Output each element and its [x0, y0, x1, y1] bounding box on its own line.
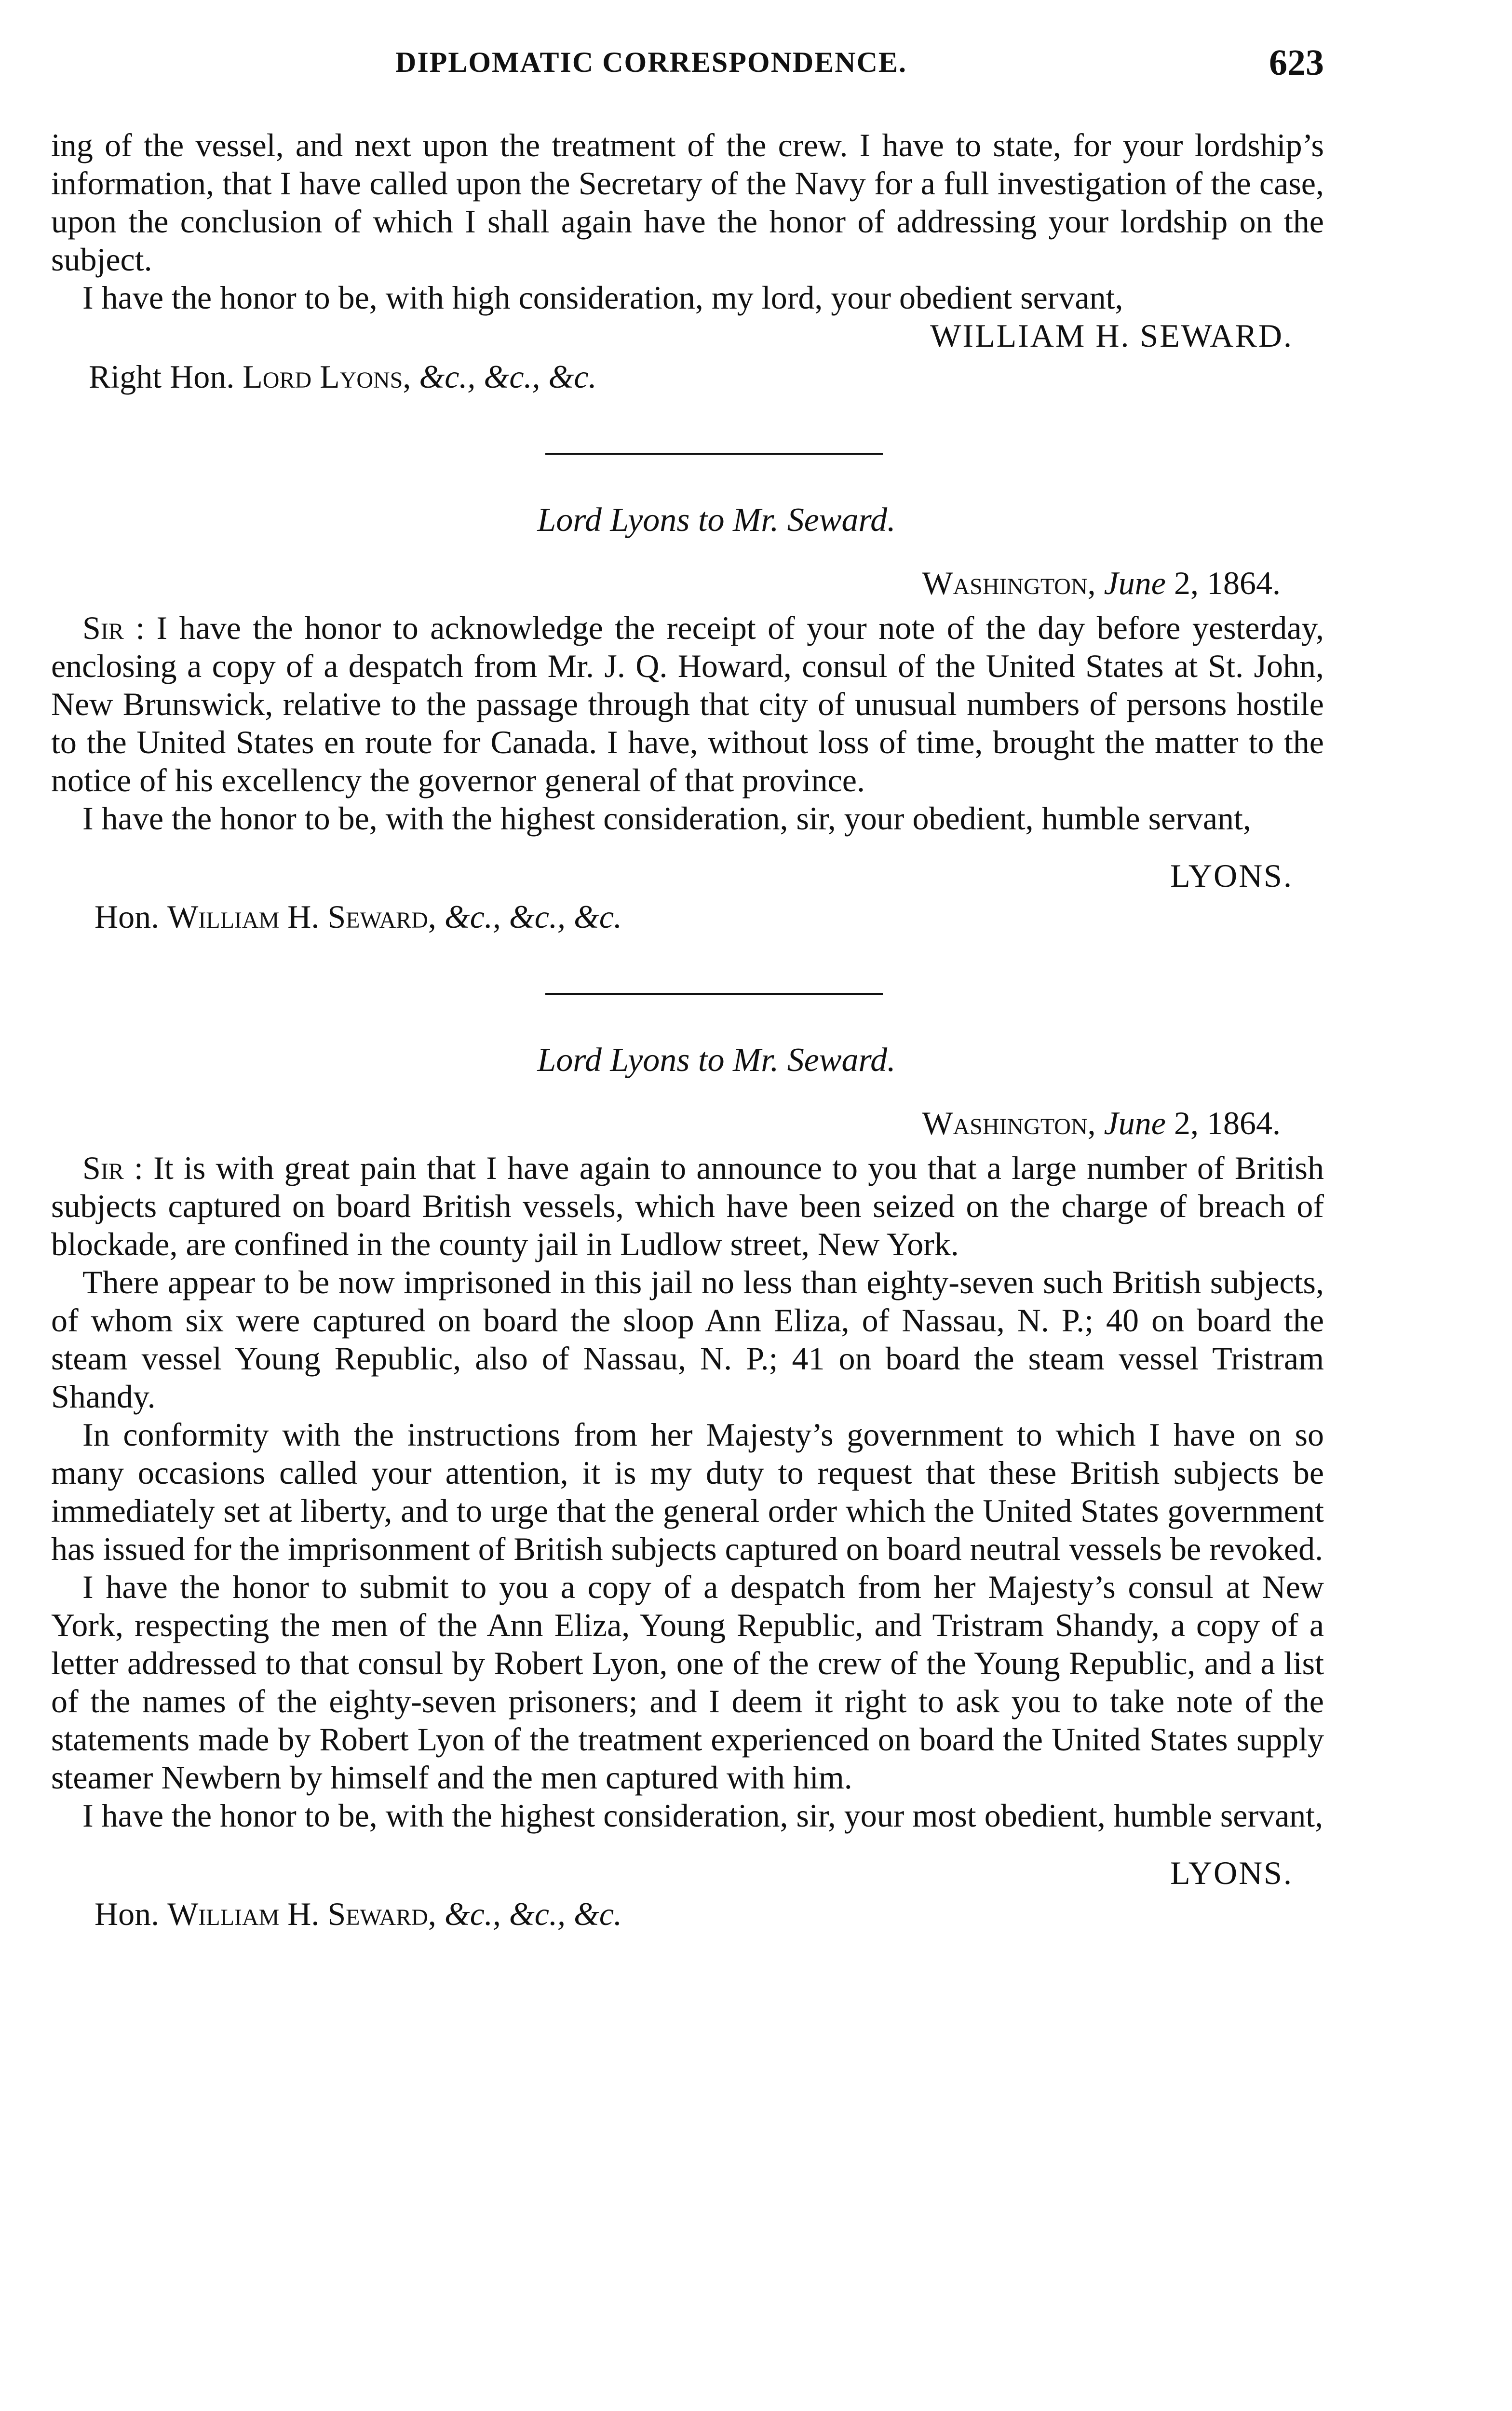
- page-number: 623: [1269, 42, 1324, 83]
- letter2-paragraph-1-text: : I have the honor to acknowledge the receipt of your note of the day before yesterday, enclosing a copy of a despatch from Mr. J. Q. Howard, consul of the United States at St. John, New Brunswick, relative to the passage through that city of unusual numbers of persons hostile to the United States en route for Canada. I have, without loss of time, brought the matter to the notice of his excellency the governor general of that province.: [51, 610, 1324, 799]
- page-body: [51, 126, 1324, 1933]
- letter3-paragraph-2: There appear to be now imprisoned in this jail no less than eighty-seven such British subjects, of whom six were captured on board the sloop Ann Eliza, of Nassau, N. P.; 40 on board the steam vessel Young Republic, also of Nassau, N. P.; 41 on board the steam vessel Tristram Shandy.: [51, 1264, 1324, 1415]
- addressee-name: William H. Seward,: [167, 1896, 436, 1932]
- letter-lyons-to-seward-2: [51, 1041, 1324, 1933]
- letter3-paragraph-3: In conformity with the instructions from her Majesty’s government to which I have on so many occasions called your attention, it is my duty to request that these British subjects be immediately set at liberty, and to urge that the general order which the United States government has issued for the imprisonment of British subjects captured on board neutral vessels be revoked.: [51, 1416, 1324, 1567]
- letter1-paragraph-1: ing of the vessel, and next upon the treatment of the crew. I have to state, for your lordship’s information, that I have called upon the Secretary of the Navy for a full investigation of the case, upon the conclusion of which I shall again have the honor of addressing your lordship on the subject.: [51, 127, 1324, 278]
- addressee-prefix: Hon.: [94, 1896, 168, 1932]
- addressee-suffix: &c., &c., &c.: [436, 1896, 622, 1932]
- dateline-place: Washington,: [922, 565, 1096, 601]
- addressee-suffix: &c., &c., &c.: [436, 898, 622, 935]
- dateline-rest: 2, 1864.: [1166, 1105, 1281, 1141]
- letter3-closing: I have the honor to be, with the highest consideration, sir, your most obedient, humble servant,: [82, 1797, 1323, 1834]
- running-head: DIPLOMATIC CORRESPONDENCE.: [395, 46, 907, 78]
- letter1-addressee: [51, 358, 1324, 396]
- dateline-month: June: [1104, 565, 1166, 601]
- letter-seward-to-lyons-continued: [51, 126, 1324, 396]
- letter2-dateline: [51, 564, 1324, 602]
- addressee-suffix: &c., &c., &c.: [411, 358, 597, 395]
- letter1-closing: I have the honor to be, with high consideration, my lord, your obedient servant,: [82, 279, 1123, 316]
- addressee-prefix: Hon.: [94, 898, 168, 935]
- letter3-addressee: [51, 1895, 1324, 1933]
- letter2-signature: LYONS.: [1170, 857, 1293, 894]
- letter1-signature: WILLIAM H. SEWARD.: [930, 317, 1293, 354]
- letter3-dateline: [51, 1104, 1324, 1142]
- letter3-paragraph-4: I have the honor to submit to you a copy of a despatch from her Majesty’s consul at New York, respecting the men of the Ann Eliza, Young Republic, and Tristram Shandy, a copy of a letter addressed to that consul by Robert Lyon, one of the crew of the Young Republic, and a list of the names of the eighty-seven prisoners; and I deem it right to ask you to take note of the statements made by Robert Lyon of the treatment experienced on board the United States supply steamer Newbern by himself and the men captured with him.: [51, 1569, 1324, 1796]
- dateline-place: Washington,: [922, 1105, 1096, 1141]
- salutation: Sir: [82, 1150, 124, 1186]
- letter3-paragraph-1-text: : It is with great pain that I have again to announce to you that a large number of British subjects captured on board British vessels, which have been seized on the charge of breach of blockade, are confined in the county jail in Ludlow street, New York.: [51, 1150, 1324, 1262]
- letter-lyons-to-seward-1: [51, 501, 1324, 936]
- letter3-heading: Lord Lyons to Mr. Seward.: [537, 1042, 896, 1079]
- dateline-month: June: [1104, 1105, 1166, 1141]
- letter2-closing: I have the honor to be, with the highest consideration, sir, your obedient, humble servant,: [82, 800, 1251, 837]
- letter3-signature: LYONS.: [1170, 1855, 1293, 1891]
- letter2-paragraph-1: [51, 609, 1324, 799]
- addressee-name: William H. Seward,: [167, 898, 436, 935]
- letter2-heading: Lord Lyons to Mr. Seward.: [537, 501, 896, 539]
- addressee-prefix: Right Hon.: [89, 358, 243, 395]
- salutation: Sir: [82, 610, 124, 646]
- section-divider: [545, 993, 883, 995]
- letter3-paragraph-1: [51, 1149, 1324, 1263]
- page-header: [0, 42, 1512, 94]
- section-divider: [545, 453, 883, 455]
- dateline-rest: 2, 1864.: [1166, 565, 1281, 601]
- addressee-name: Lord Lyons,: [243, 358, 411, 395]
- letter2-addressee: [51, 898, 1324, 936]
